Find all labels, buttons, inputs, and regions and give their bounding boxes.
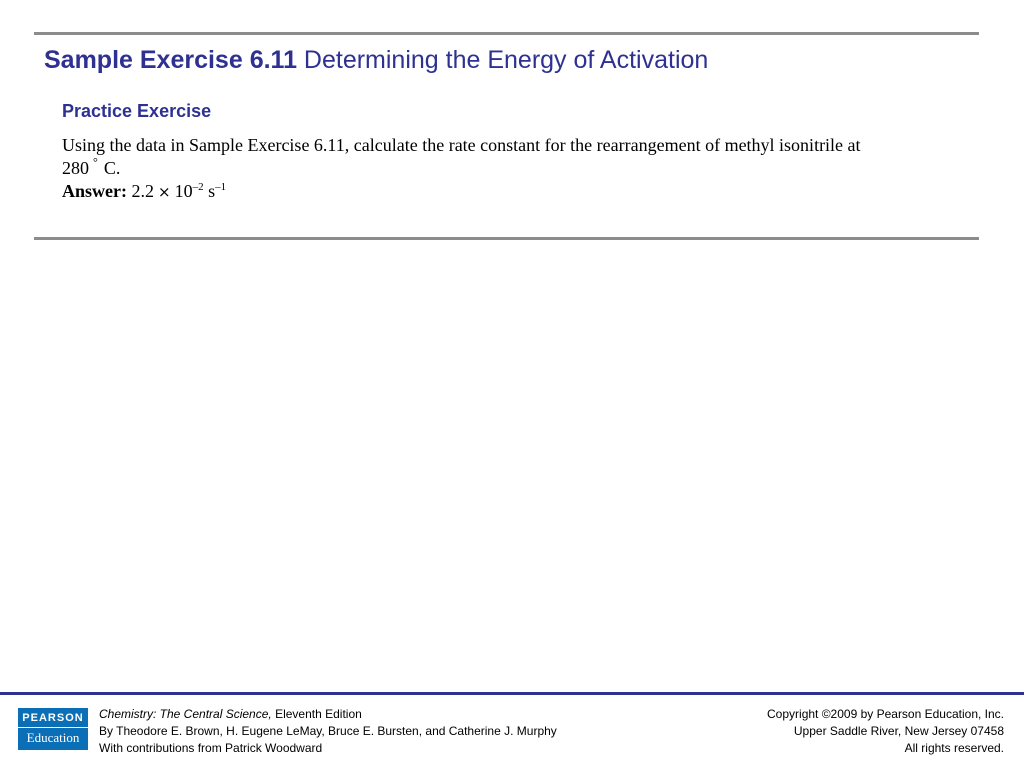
footer-copyright-line: Copyright ©2009 by Pearson Education, Inc. (767, 707, 1004, 721)
times-symbol: × (158, 183, 171, 201)
footer-citation (99, 706, 557, 757)
pearson-logo (18, 708, 88, 750)
bottom-divider (34, 237, 979, 240)
footer-edition: Eleventh Edition (275, 707, 362, 721)
top-divider (34, 32, 979, 35)
title-exercise-number: Sample Exercise 6.11 (44, 46, 297, 74)
answer-mantissa: 2.2 (131, 181, 154, 201)
exercise-question-line1: Using the data in Sample Exercise 6.11, calculate the rate constant for the rearrangement of methyl isonitrile at (62, 135, 861, 155)
answer-base: 10 (174, 181, 193, 201)
answer-unit-exponent: –1 (215, 181, 227, 193)
logo-bottom-word: Education (26, 730, 80, 745)
footer-address: Upper Saddle River, New Jersey 07458 (793, 724, 1004, 738)
footer-divider (0, 692, 1024, 695)
temperature-value: 280 (62, 158, 89, 178)
footer-book-line (99, 706, 557, 723)
exercise-question-line2 (62, 157, 962, 180)
title-topic: Determining the Energy of Activation (303, 46, 709, 74)
footer-rights: All rights reserved. (904, 741, 1004, 755)
footer-authors: By Theodore E. Brown, H. Eugene LeMay, Bruce E. Bursten, and Catherine J. Murphy (99, 724, 557, 738)
answer-line (62, 180, 962, 204)
answer-exponent: –2 (192, 181, 204, 193)
temperature-unit: C. (103, 158, 121, 178)
logo-top-word: PEARSON (22, 712, 84, 724)
answer-unit: s (208, 181, 216, 201)
logo-divider (18, 727, 88, 728)
section-heading: Practice Exercise (62, 101, 212, 121)
exercise-body (62, 134, 962, 204)
degree-symbol: ° (93, 155, 98, 169)
slide-title (44, 44, 708, 76)
footer-book-title: Chemistry: The Central Science, (99, 707, 272, 721)
footer-contributions: With contributions from Patrick Woodward (99, 741, 323, 755)
answer-label: Answer: (62, 181, 127, 201)
footer-copyright (767, 706, 1004, 757)
